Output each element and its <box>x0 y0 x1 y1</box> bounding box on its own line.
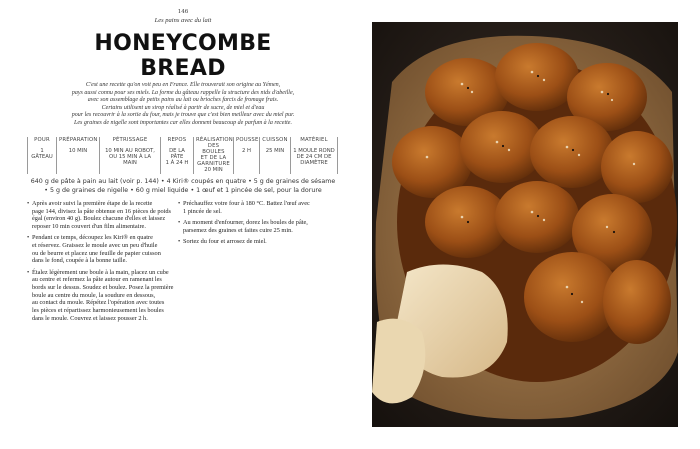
info-value: 10 MIN AU ROBOT, OU 15 MIN À LA MAIN <box>105 148 155 167</box>
step-line: les pièces et répartissez harmonieusement les boules <box>32 307 164 315</box>
step-line: et réservez. Graissez le moule avec un peu d'huile <box>32 242 158 250</box>
step-item <box>27 269 177 323</box>
info-value: 1 GÂTEAU <box>31 148 53 161</box>
intro-line: pour les recouvrir à la sortie du four, mais je trouve que c'est bien meilleur avec du miel pur. <box>71 112 295 119</box>
steps-right-column <box>178 200 318 249</box>
info-header: MATÉRIEL <box>300 137 328 143</box>
bullet-icon: • <box>178 200 181 207</box>
info-header: POUR <box>34 137 50 143</box>
step-line: Préchauffez votre four à 180 °C. Battez l'œuf avec <box>183 200 310 207</box>
steps-left-column <box>27 200 177 326</box>
info-value: 2 H <box>241 148 252 154</box>
step-line: au centre et refermez la pâte autour en ramenant les <box>32 276 162 284</box>
step-line: ou de beurre et placez une feuille de papier cuisson <box>32 249 161 257</box>
info-column-petrissage <box>99 137 160 174</box>
step-line: Après avoir suivi la première étape de la recette <box>32 200 153 207</box>
step-line: Au moment d'enfourner, dorez les boules de pâte, <box>183 218 308 226</box>
intro-line: avec son assemblage de petits pains au lait ou brioches farcis de fromage frais. <box>87 97 279 104</box>
step-item <box>27 200 177 231</box>
info-value: 1 MOULE ROND DE 24 CM DE DIAMÈTRE <box>293 148 335 167</box>
info-value: 20 MIN <box>204 167 223 174</box>
recipe-title-line: BREAD <box>140 56 226 81</box>
bullet-icon: • <box>27 268 30 276</box>
ingredients <box>22 177 344 195</box>
info-header: RÉALISATION DES BOULES ET DE LA GARNITURE <box>196 137 233 168</box>
recipe-text-column <box>22 0 344 449</box>
bullet-icon: • <box>178 237 181 245</box>
info-column-realisation <box>193 137 233 174</box>
step-line: dans le moule. Couvrez et laissez pousser 2 h. <box>32 314 148 322</box>
step-item <box>178 200 318 215</box>
info-column-cuisson <box>259 137 290 174</box>
intro-line: Les graines de nigelle sont importantes car elles donnent beaucoup de parfum à la recette. <box>74 119 292 126</box>
bullet-icon: • <box>27 234 30 242</box>
step-line: égal (environ 40 g). Boulez chacune d'elles et laissez <box>32 215 166 223</box>
step-line: 1 pincée de sel. <box>183 207 222 215</box>
info-column-preparation <box>56 137 99 174</box>
info-column-repos <box>160 137 193 174</box>
recipe-info-table <box>27 137 339 174</box>
step-line: bords sur le dessus. Soudez et boulez. Posez la première <box>32 284 174 292</box>
step-item <box>27 234 177 265</box>
info-value: 10 MIN <box>68 148 88 154</box>
ingredients-line: • 5 g de graines de nigelle • 60 g miel liquide • 1 œuf et 1 pincée de sel, pour la dorure <box>44 187 322 195</box>
recipe-intro <box>58 82 308 127</box>
step-line: Sortez du four et arrosez de miel. <box>183 237 267 245</box>
info-column-pousse <box>233 137 259 174</box>
step-line: parsemez des graines et faites cuire 25 min. <box>183 226 293 234</box>
bread-photo <box>372 22 678 427</box>
info-value: DE LA PÂTE 1 À 24 H <box>165 148 189 167</box>
step-line: reposer 10 min couvert d'un film alimentaire. <box>32 223 146 231</box>
step-line: boule au centre du moule, la soudure en dessous, <box>32 291 156 299</box>
info-header: CUISSON <box>262 137 288 143</box>
intro-line: Certains utilisent un sirop réalisé à partir de sucre, de miel et d'eau <box>101 104 265 111</box>
recipe-title-line: HONEYCOMBE <box>94 31 272 56</box>
info-column-pour <box>27 137 56 174</box>
recipe-title <box>22 31 344 81</box>
step-item <box>178 238 318 246</box>
step-line: au contact du moule. Répétez l'opération avec toutes <box>32 299 165 307</box>
bullet-icon: • <box>178 218 181 226</box>
info-header: POUSSE <box>236 137 259 143</box>
bullet-icon: • <box>27 200 30 207</box>
info-column-materiel <box>290 137 338 174</box>
step-line: Étalez légèrement une boule à la main, placez un cube <box>32 268 169 276</box>
section-title: Les pains avec du lait <box>154 17 212 24</box>
page-number: 146 <box>177 9 189 15</box>
info-header: REPOS <box>167 137 187 143</box>
intro-line: pays aussi connu pour ses miels. La forme du gâteau rappelle la structure des nids d'abeille, <box>71 89 295 96</box>
ingredients-line: 640 g de pâte à pain au lait (voir p. 144) • 4 Kiri® coupés en quatre • 5 g de graines de sésame <box>30 178 336 185</box>
info-header: PÉTRISSAGE <box>112 137 148 143</box>
step-line: page 144, divisez la pâte obtenue en 16 pièces de poids <box>32 207 172 215</box>
step-item <box>178 219 318 234</box>
step-line: Pendant ce temps, découpez les Kiri® en quatre <box>32 234 153 242</box>
info-value: 25 MIN <box>265 148 285 154</box>
info-header: PRÉPARATION <box>59 137 98 143</box>
intro-line: C'est une recette qu'on voit peu en France. Elle trouverait son origine au Yémen, <box>85 82 281 88</box>
step-line: dans le fond, coupée à la bonne taille. <box>32 257 127 265</box>
